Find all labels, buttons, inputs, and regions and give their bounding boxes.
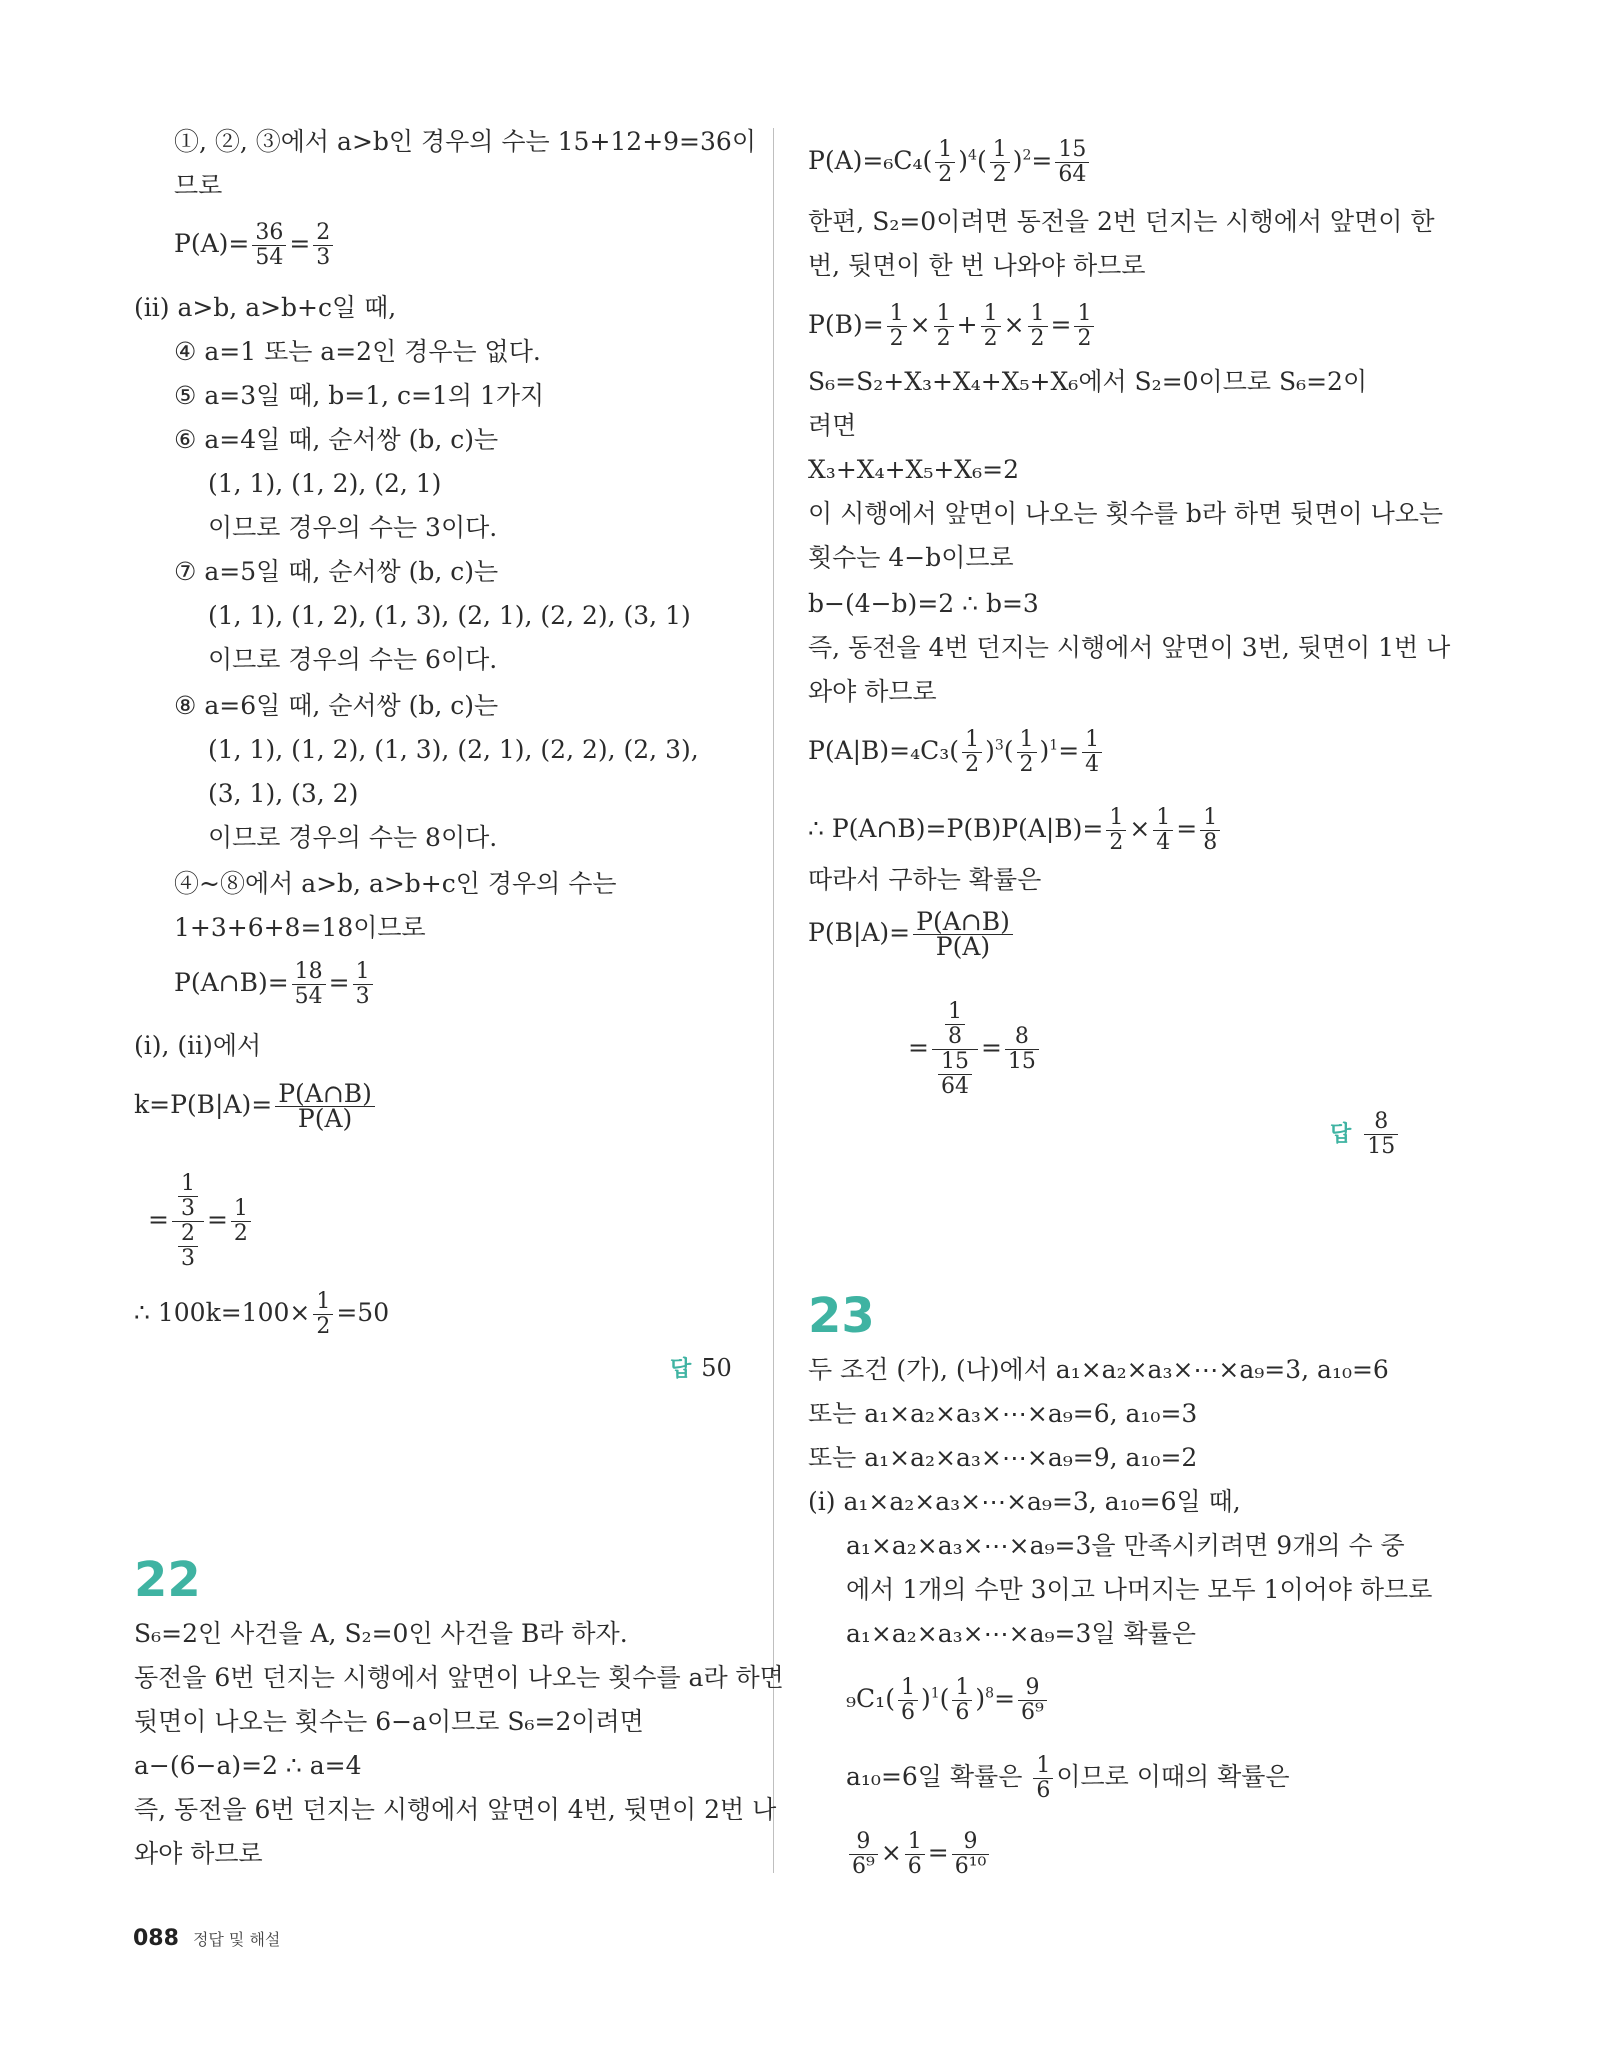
- equation-lhs: P(A|B)=₄C₃: [808, 736, 950, 765]
- fraction: [1005, 1025, 1039, 1074]
- text-line: 횟수는 4−b이므로: [808, 543, 1014, 572]
- text-line: S₆=S₂+X₃+X₄+X₅+X₆에서 S₂=0이므로 S₆=2이: [808, 367, 1368, 396]
- numerator: 1: [945, 1000, 965, 1025]
- numerator: 18: [292, 960, 326, 985]
- text-line: (3, 1), (3, 2): [208, 779, 359, 808]
- numerator: P(A∩B): [913, 910, 1013, 935]
- fraction: [1106, 806, 1126, 855]
- equation: [174, 960, 376, 1009]
- case-heading: (i), (ii)에서: [134, 1031, 262, 1060]
- text-line: ④~⑧에서 a>b, a>b+c인 경우의 수는: [174, 869, 617, 898]
- denominator: [932, 1050, 978, 1099]
- equals: =: [1176, 814, 1198, 843]
- fraction: [1028, 302, 1048, 351]
- equals: =: [328, 968, 350, 997]
- fraction: [898, 1676, 918, 1725]
- exponent: 4: [968, 147, 977, 164]
- fraction: [952, 1830, 990, 1879]
- numerator: 1: [952, 1676, 972, 1701]
- fraction: [313, 1290, 333, 1339]
- numerator: 1: [1082, 728, 1102, 753]
- text-line: ④ a=1 또는 a=2인 경우는 없다.: [174, 337, 541, 366]
- numerator: 36: [252, 221, 286, 246]
- denominator: 6: [900, 1700, 915, 1725]
- equation: [148, 1172, 254, 1271]
- equals: =: [980, 1033, 1002, 1062]
- page-footer: [133, 1926, 280, 1951]
- text-line: a₁×a₂×a₃×⋯×a₉=3을 만족시키려면 9개의 수 중: [846, 1531, 1405, 1560]
- denominator: 3: [180, 1196, 195, 1221]
- denominator: 3: [180, 1246, 195, 1271]
- equation-lhs: ∴ P(A∩B)=P(B)P(A|B)=: [808, 814, 1104, 843]
- fraction: [1082, 728, 1102, 777]
- text-segment: a₁₀=6일 확률은: [846, 1762, 1023, 1791]
- numerator: 1: [990, 138, 1010, 163]
- fraction: [945, 1000, 965, 1049]
- denominator: 6¹⁰: [954, 1854, 987, 1879]
- denominator: 8: [947, 1024, 962, 1049]
- denominator: 2: [233, 1221, 248, 1246]
- text-line: 즉, 동전을 4번 던지는 시행에서 앞면이 3번, 뒷면이 1번 나: [808, 633, 1451, 662]
- equation: [808, 806, 1223, 855]
- text-line: a₁×a₂×a₃×⋯×a₉=3일 확률은: [846, 1619, 1196, 1648]
- text-line: 므로: [174, 171, 223, 200]
- equals: =: [289, 229, 311, 258]
- numerator: 1: [962, 728, 982, 753]
- numerator: 1: [981, 302, 1001, 327]
- equation: [134, 1079, 378, 1133]
- equation: [174, 221, 336, 270]
- numerator: 9: [952, 1830, 990, 1855]
- operator: ×: [1129, 814, 1151, 843]
- equation: [846, 1754, 1290, 1803]
- fraction: [913, 907, 1013, 961]
- text-line: 따라서 구하는 확률은: [808, 865, 1042, 894]
- denominator: 6⁹: [852, 1854, 875, 1879]
- denominator: 2: [1077, 326, 1092, 351]
- section-number: 23: [808, 1288, 875, 1344]
- fraction: [313, 221, 333, 270]
- fraction: [231, 1197, 251, 1246]
- numerator: 15: [938, 1050, 972, 1075]
- fraction: [962, 728, 982, 777]
- numerator: 15: [1055, 138, 1089, 163]
- answer-tag: 답: [1330, 1122, 1352, 1147]
- numerator: 1: [1106, 806, 1126, 831]
- compound-fraction: [172, 1172, 204, 1271]
- denominator: [172, 1222, 204, 1271]
- equation: [808, 907, 1016, 961]
- numerator: 1: [1033, 1754, 1053, 1779]
- equation: P(A|B)=₄C₃( $\frac{1}{2}$ )$^3$( $\frac{1}{2}$ )$^1$= $\frac{1}{4}$: [808, 728, 1105, 777]
- equation: [134, 1290, 389, 1339]
- equation-lhs: P(B|A)=: [808, 918, 911, 947]
- equation: P(A)=₆C₄( $\frac{1}{2}$ )$^4$( $\frac{1}{2}$ )$^2$= $\frac{15}{64}$: [808, 138, 1092, 187]
- equals: =: [994, 1684, 1016, 1713]
- text-line: b−(4−b)=2 ∴ b=3: [808, 589, 1039, 618]
- answer-value: 50: [701, 1354, 732, 1382]
- text-line: 이므로 경우의 수는 8이다.: [208, 823, 498, 852]
- numerator: 9: [1018, 1676, 1047, 1701]
- text-line: X₃+X₄+X₅+X₆=2: [808, 455, 1019, 484]
- denominator: 2: [1030, 326, 1045, 351]
- denominator: 6⁹: [1021, 1700, 1044, 1725]
- denominator: 54: [255, 245, 284, 270]
- text-line: 또는 a₁×a₂×a₃×⋯×a₉=9, a₁₀=2: [808, 1443, 1198, 1472]
- text-line: 에서 1개의 수만 3이고 나머지는 모두 1이어야 하므로: [846, 1575, 1433, 1604]
- equation: ₉C₁( $\frac{1}{6}$ )$^1$( $\frac{1}{6}$ )$^8$= $\frac{9}{\text{6⁹}}$: [846, 1676, 1050, 1725]
- numerator: 9: [849, 1830, 878, 1855]
- operator: ×: [1003, 310, 1025, 339]
- fraction: [1018, 1676, 1047, 1725]
- numerator: P(A∩B): [275, 1082, 375, 1107]
- text-line: ⑦ a=5일 때, 순서쌍 (b, c)는: [174, 557, 499, 586]
- numerator: 1: [178, 1172, 198, 1197]
- denominator: 3: [355, 984, 370, 1009]
- fraction: [952, 1676, 972, 1725]
- numerator: 1: [1017, 728, 1037, 753]
- answer-box: [1330, 1110, 1401, 1159]
- text-line: ①, ②, ③에서 a>b인 경우의 수는 15+12+9=36이: [174, 127, 756, 156]
- numerator: 1: [313, 1290, 333, 1315]
- text-line: 뒷면이 나오는 횟수는 6−a이므로 S₆=2이려면: [134, 1707, 644, 1736]
- denominator: 2: [992, 162, 1007, 187]
- numerator: 2: [313, 221, 333, 246]
- operator: +: [956, 310, 978, 339]
- denominator: 2: [936, 326, 951, 351]
- denominator: 2: [983, 326, 998, 351]
- text-line: (1, 1), (1, 2), (2, 1): [208, 469, 442, 498]
- text-line: S₆=2인 사건을 A, S₂=0인 사건을 B라 하자.: [134, 1619, 628, 1648]
- numerator: 1: [905, 1830, 925, 1855]
- numerator: 1: [1200, 806, 1220, 831]
- exponent: 8: [985, 1685, 995, 1702]
- equation-lhs: P(A∩B)=: [174, 968, 289, 997]
- text-line: ⑧ a=6일 때, 순서쌍 (b, c)는: [174, 691, 499, 720]
- section-number: 22: [134, 1552, 201, 1608]
- numerator: [932, 1000, 978, 1050]
- numerator: 1: [1153, 806, 1173, 831]
- text-line: 번, 뒷면이 한 번 나와야 하므로: [808, 251, 1146, 280]
- denominator: 64: [1058, 162, 1087, 187]
- text-line: 동전을 6번 던지는 시행에서 앞면이 나오는 횟수를 a라 하면: [134, 1663, 784, 1692]
- denominator: 2: [1019, 752, 1034, 777]
- equals: =: [908, 1033, 929, 1062]
- equation-lhs: ₉C₁: [846, 1684, 886, 1713]
- text-line: 1+3+6+8=18이므로: [174, 913, 426, 942]
- numerator: 1: [1074, 302, 1094, 327]
- fraction: [981, 302, 1001, 351]
- text-line: 이 시행에서 앞면이 나오는 횟수를 b라 하면 뒷면이 나오는: [808, 499, 1444, 528]
- answer-fraction: [1364, 1110, 1398, 1159]
- fraction: [938, 1050, 972, 1099]
- fraction: [935, 138, 955, 187]
- fraction: [1017, 728, 1037, 777]
- text-line: 와야 하므로: [134, 1839, 263, 1868]
- footer-label: 정답 및 해설: [192, 1930, 281, 1949]
- fraction: [905, 1830, 925, 1879]
- equation: [846, 1830, 992, 1879]
- fraction: [849, 1830, 878, 1879]
- fraction: [1074, 302, 1094, 351]
- text-line: 이므로 경우의 수는 6이다.: [208, 645, 498, 674]
- denominator: 6: [907, 1854, 922, 1879]
- text-segment: 이므로 이때의 확률은: [1056, 1762, 1290, 1791]
- case-heading: (i) a₁×a₂×a₃×⋯×a₉=3, a₁₀=6일 때,: [808, 1487, 1241, 1516]
- text-line: (1, 1), (1, 2), (1, 3), (2, 1), (2, 2), (2, 3),: [208, 735, 699, 764]
- fraction: [252, 221, 286, 270]
- compound-fraction: [932, 1000, 978, 1099]
- case-heading: (ii) a>b, a>b+c일 때,: [134, 293, 397, 322]
- denominator: 8: [1203, 830, 1218, 855]
- column-divider: [773, 128, 774, 1873]
- numerator: 1: [887, 302, 907, 327]
- exponent: 3: [994, 737, 1004, 754]
- numerator: 8: [1364, 1110, 1398, 1135]
- equals: =: [1031, 146, 1053, 175]
- equals: =: [1050, 310, 1072, 339]
- page-number: 088: [133, 1926, 179, 1951]
- operator: ×: [909, 310, 931, 339]
- text-line: a−(6−a)=2 ∴ a=4: [134, 1751, 362, 1780]
- equation: [908, 1000, 1042, 1099]
- answer-box: [670, 1352, 732, 1383]
- equation-lhs: ∴ 100k=100×: [134, 1298, 311, 1327]
- numerator: 8: [1005, 1025, 1039, 1050]
- numerator: 1: [231, 1197, 251, 1222]
- numerator: 1: [934, 302, 954, 327]
- denominator: 15: [1367, 1134, 1396, 1159]
- denominator: 3: [316, 245, 331, 270]
- operator: ×: [880, 1838, 902, 1867]
- equation: [808, 302, 1097, 351]
- numerator: 1: [935, 138, 955, 163]
- fraction: [178, 1222, 198, 1271]
- denominator: 6: [955, 1700, 970, 1725]
- fraction: [934, 302, 954, 351]
- fraction: [178, 1172, 198, 1221]
- text-line: 한편, S₂=0이려면 동전을 2번 던지는 시행에서 앞면이 한: [808, 207, 1435, 236]
- equation-lhs: P(A)=: [174, 229, 250, 258]
- text-line: ⑤ a=3일 때, b=1, c=1의 1가지: [174, 381, 545, 410]
- denominator: 2: [1109, 830, 1124, 855]
- denominator: 4: [1085, 752, 1100, 777]
- numerator: 1: [1028, 302, 1048, 327]
- denominator: 2: [938, 162, 953, 187]
- numerator: 1: [353, 960, 373, 985]
- denominator: 2: [316, 1314, 331, 1339]
- fraction: [1200, 806, 1220, 855]
- fraction: [887, 302, 907, 351]
- fraction: [353, 960, 373, 1009]
- denominator: 2: [965, 752, 980, 777]
- numerator: [172, 1172, 204, 1222]
- denominator: 54: [294, 984, 323, 1009]
- equation-rhs: =50: [336, 1298, 390, 1327]
- text-line: 려면: [808, 411, 857, 440]
- denominator: P(A): [297, 1104, 353, 1133]
- exponent: 1: [930, 1685, 940, 1702]
- fraction: [990, 138, 1010, 187]
- text-line: 두 조건 (가), (나)에서 a₁×a₂×a₃×⋯×a₉=3, a₁₀=6: [808, 1355, 1389, 1384]
- equals: =: [1058, 736, 1080, 765]
- numerator: 2: [178, 1222, 198, 1247]
- text-line: (1, 1), (1, 2), (1, 3), (2, 1), (2, 2), (3, 1): [208, 601, 691, 630]
- exponent: 2: [1022, 147, 1032, 164]
- answer-tag: 답: [670, 1357, 692, 1382]
- denominator: 15: [1007, 1049, 1036, 1074]
- text-line: ⑥ a=4일 때, 순서쌍 (b, c)는: [174, 425, 499, 454]
- equation-lhs: P(A)=₆C₄: [808, 146, 923, 175]
- equation-lhs: P(B)=: [808, 310, 884, 339]
- equals: =: [927, 1838, 949, 1867]
- equals: =: [206, 1205, 228, 1234]
- denominator: 64: [940, 1074, 969, 1099]
- denominator: 4: [1156, 830, 1171, 855]
- equation-lhs: k=P(B|A)=: [134, 1090, 273, 1119]
- fraction: [1033, 1754, 1053, 1803]
- text-line: 또는 a₁×a₂×a₃×⋯×a₉=6, a₁₀=3: [808, 1399, 1198, 1428]
- denominator: 6: [1036, 1778, 1051, 1803]
- text-line: 즉, 동전을 6번 던지는 시행에서 앞면이 4번, 뒷면이 2번 나: [134, 1795, 777, 1824]
- fraction: [275, 1079, 375, 1133]
- denominator: P(A): [935, 932, 991, 961]
- denominator: 2: [889, 326, 904, 351]
- numerator: 1: [898, 1676, 918, 1701]
- fraction: [1153, 806, 1173, 855]
- text-line: 이므로 경우의 수는 3이다.: [208, 513, 498, 542]
- text-line: 와야 하므로: [808, 677, 937, 706]
- fraction: [292, 960, 326, 1009]
- fraction: [1055, 138, 1089, 187]
- equals: =: [148, 1205, 169, 1234]
- exponent: 1: [1049, 737, 1059, 754]
